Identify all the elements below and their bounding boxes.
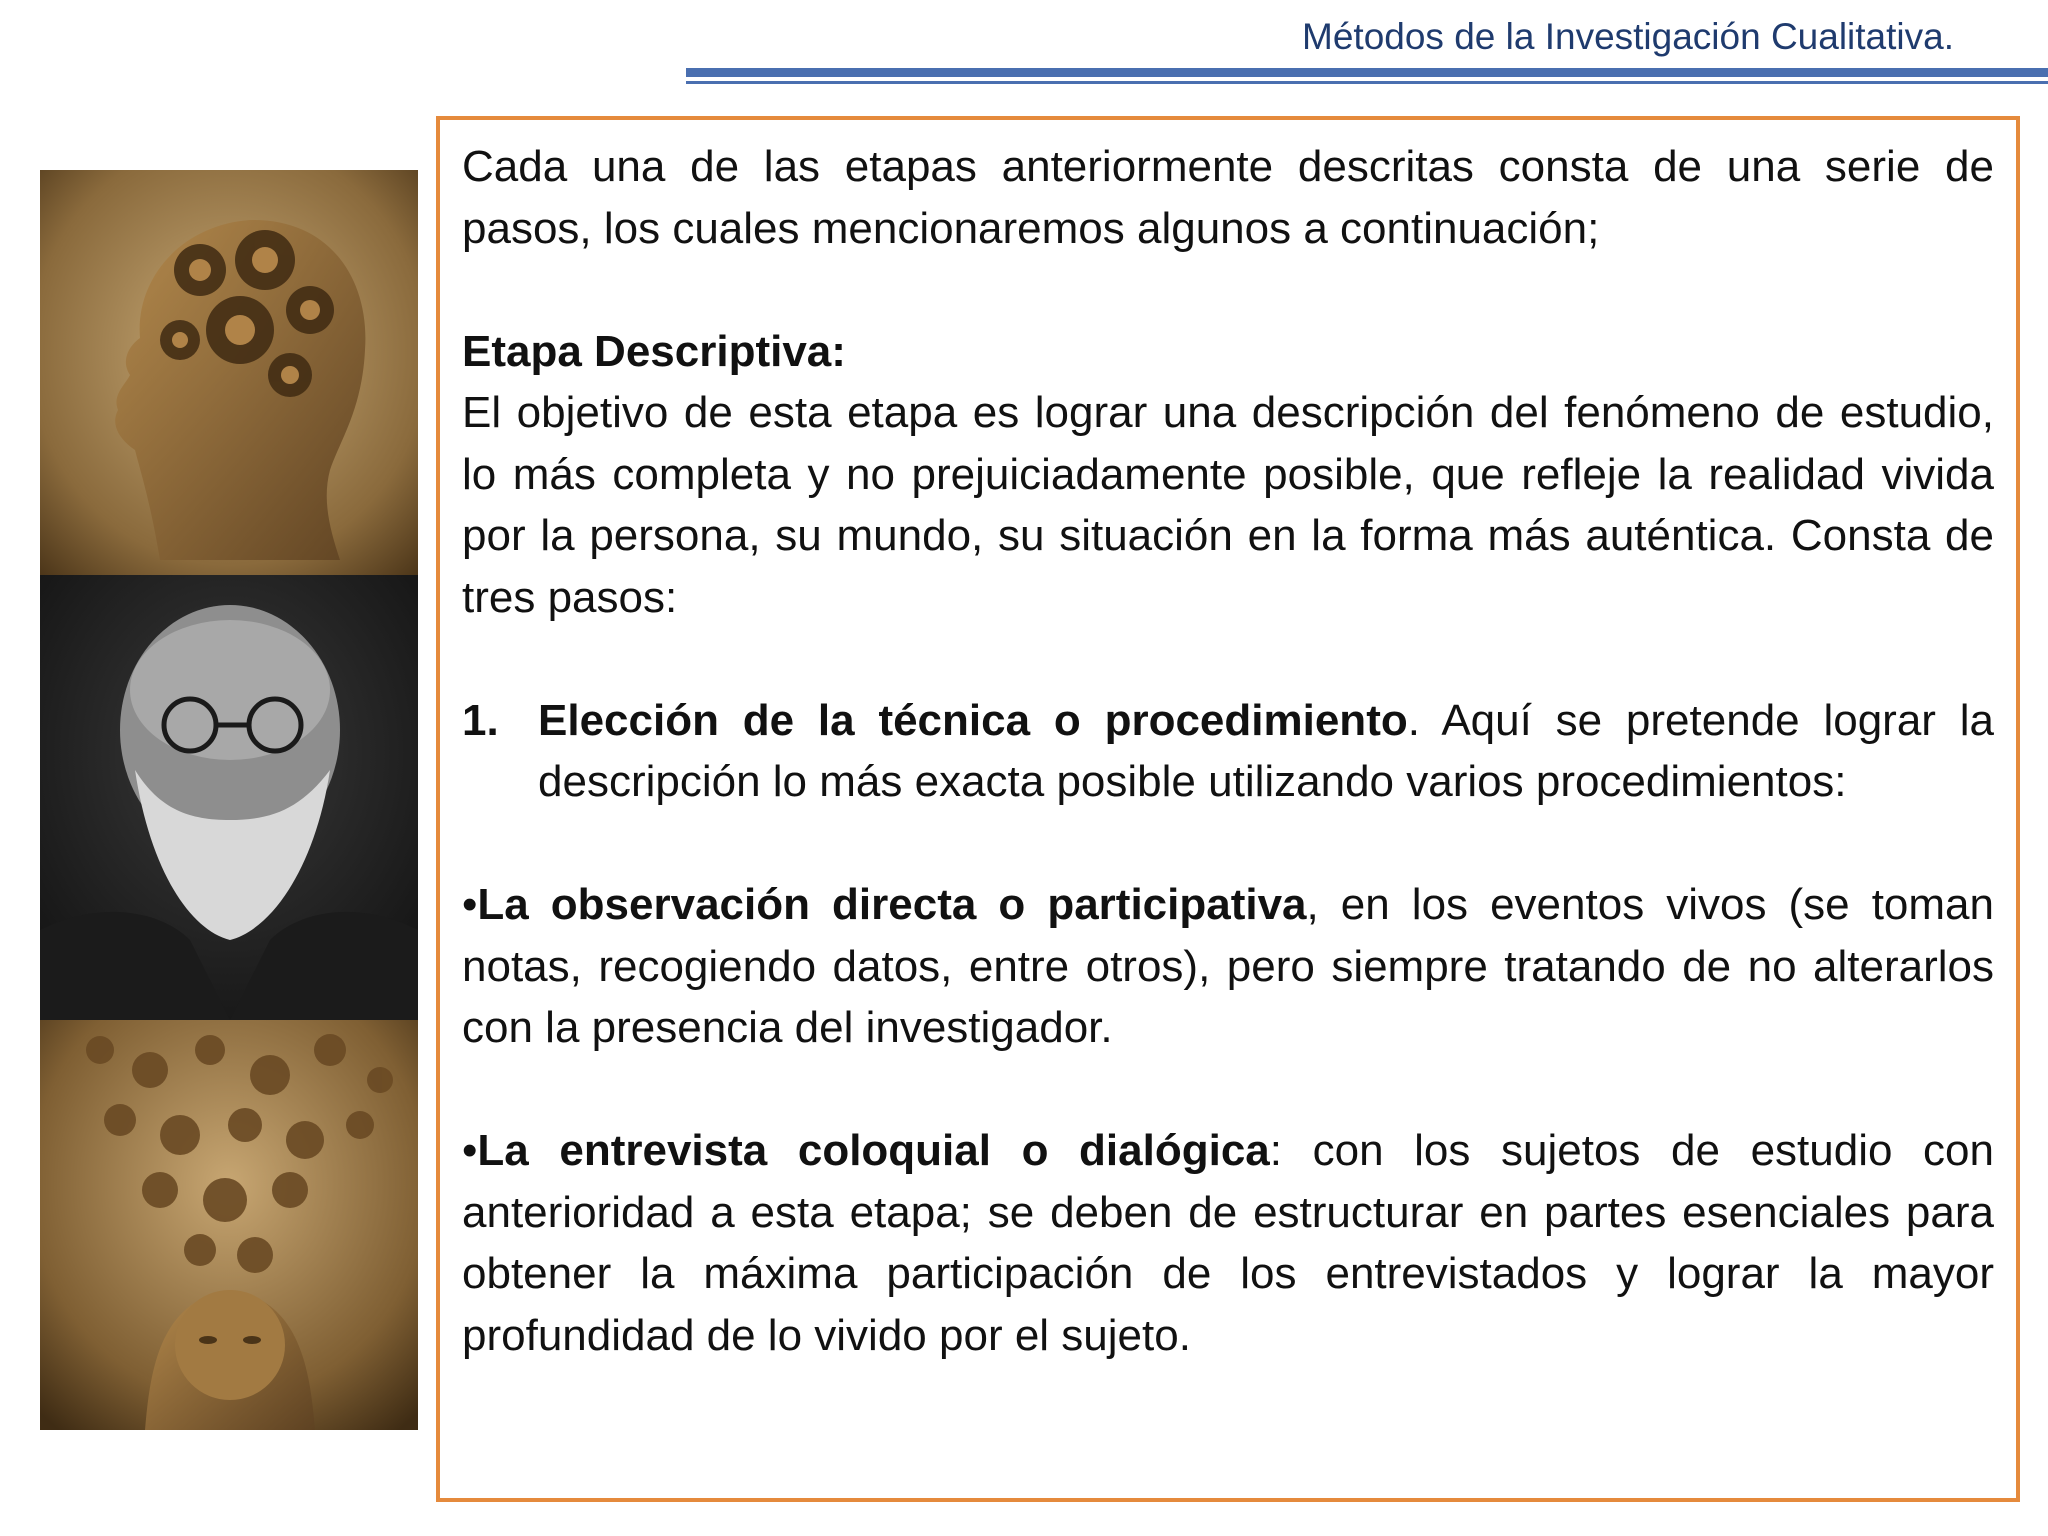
step-1-body [538,690,1994,813]
step-1-item [462,690,1994,813]
bullet-observation-text: , en los eventos vivos (se toman notas, recogiendo datos, entre otros), pero siempre tratando de no alterarlos con la presencia del investigador. [462,880,1994,1052]
step-1-title: Elección de la técnica o procedimiento [538,695,1408,745]
bullet-interview-title: La entrevista coloquial o dialógica [477,1126,1270,1175]
content-box [436,116,2020,1502]
bullet-marker: • [462,1126,478,1175]
intro-paragraph: Cada una de las etapas anteriormente descritas consta de una serie de pasos, los cuales mencionaremos algunos a continuación; [462,142,1994,253]
bullet-observation [462,874,1994,1059]
header-rule-thick [686,68,2048,77]
page-header-title: Métodos de la Investigación Cualitativa. [1302,16,1954,57]
image-collage [40,170,418,1430]
step-1-number: 1. [462,695,499,745]
bullet-interview [462,1120,1994,1366]
portrait-icon [40,575,418,1020]
section-heading: Etapa Descriptiva: [462,326,846,376]
bullet-observation-title: La observación directa o participativa [477,880,1307,929]
header-rule-thin [686,81,2048,84]
gears-head-icon [40,170,418,575]
bullet-interview-text: : con los sujetos de estudio con anterioridad a esta etapa; se deben de estructurar en partes esenciales para obtener la máxima participación de los entrevistados y lograr la mayor profundidad de lo vivido por el sujeto. [462,1126,1994,1360]
bullet-marker: • [462,880,478,929]
gears-burst-icon [40,1020,418,1430]
section-paragraph: El objetivo de esta etapa es lograr una descripción del fenómeno de estudio, lo más completa y no prejuiciadamente posible, que refleje la realidad vivida por la persona, su mundo, su situación en la forma más auténtica. Consta de tres pasos: [462,388,1994,622]
step-1-text: . Aquí se pretende lograr la descripción lo más exacta posible utilizando varios procedimientos: [538,695,1994,806]
